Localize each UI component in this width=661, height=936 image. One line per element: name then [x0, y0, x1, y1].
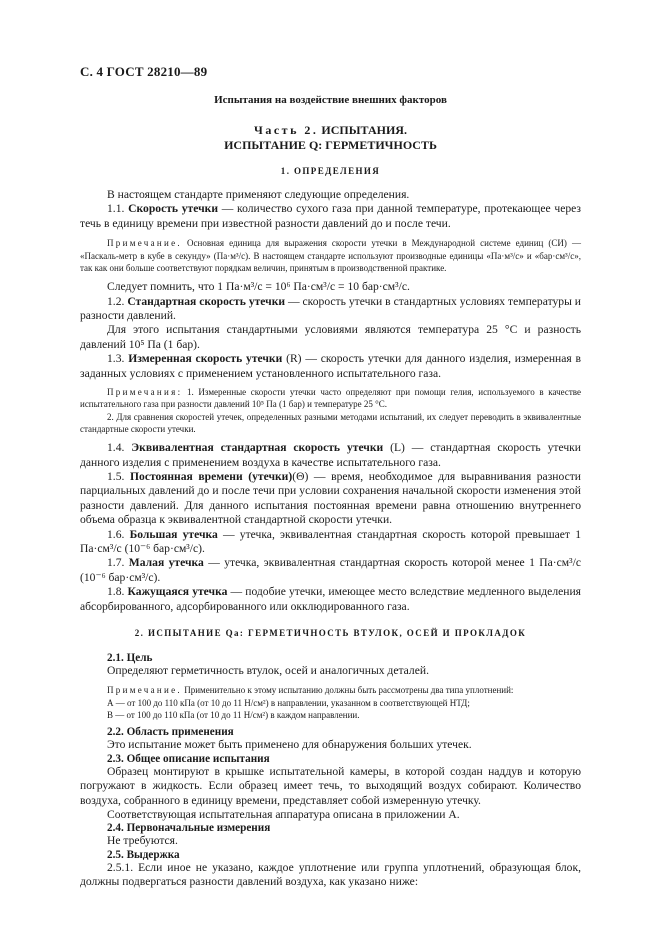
definition-1-2: 1.2. Стандартная скорость утечки — скорость утечки в стандартных условиях температуры и разности давлений.: [80, 294, 582, 322]
term: Измеренная скорость утечки: [128, 352, 283, 366]
units-equation: Следует помнить, что 1 Па·м³/с = 10⁶ Па·см³/с = 10 бар·см³/с.: [107, 280, 410, 294]
definition-1-4: 1.4. Эквивалентная стандартная скорость утечки (L) — стандартная скорость утечки данного изделия с применением воздуха в качестве испытательного газа.: [80, 441, 581, 469]
section-1-heading: 1. ОПРЕДЕЛЕНИЯ: [280, 166, 381, 176]
subsection-2-1-heading: 2.1. Цель: [107, 652, 153, 665]
term: Стандартная скорость утечки: [127, 294, 286, 308]
note-1: Примечание. Основная единица для выражения скорости утечки в Международной системе единиц (СИ) — «Паскаль-метр в кубе в секунду» (Па·м³/с). В настоящем стандарте используют производные единицы «Па·м³/с» и «бар·см³/с», так как они больше соответствуют порядкам величин, принятым в производственной практике.: [80, 238, 581, 273]
part-text: ИСПЫТАНИЯ.: [318, 123, 407, 137]
clause-2-5-1: 2.5.1. Если иное не указано, каждое уплотнение или группа уплотнений, образующая блок, должны подвергаться разности давлений воздуха, как указано ниже:: [80, 860, 581, 889]
definition-1-3: 1.3. Измеренная скорость утечки (R) — скорость утечки для данного изделия, измеренная в заданных условиях с применением установленного испытательного газа.: [80, 352, 582, 380]
subsection-2-4-heading: 2.4. Первоначальные измерения: [107, 822, 271, 835]
definition-1-7: 1.7. Малая утечка — утечка, эквивалентная стандартная скорость которой менее 1 Па·см³/с (10⁻⁶ бар·см³/с).: [80, 556, 581, 584]
term: Эквивалентная стандартная скорость утечки: [131, 441, 384, 455]
definition-1-6: 1.6. Большая утечка — утечка, эквивалентная стандартная скорость которой превышает 1 Па·см³/с (10⁻⁶ бар·см³/с).: [80, 527, 581, 555]
note-3: Примечание. Применительно к этому испытанию должны быть рассмотрены два типа уплотнений:: [107, 685, 514, 696]
subsection-2-2-text: Это испытание может быть применено для обнаружения больших утечек.: [107, 738, 472, 752]
term: Малая утечка: [128, 556, 204, 570]
definition-1-2-conditions: Для этого испытания стандартными условиями являются температура 25 °С и разность давлений 10⁵ Па (1 бар).: [80, 323, 581, 351]
subsection-2-5-heading: 2.5. Выдержка: [107, 848, 180, 861]
part-label: Часть 2.: [254, 123, 319, 137]
subsection-2-4-text: Не требуются.: [107, 834, 178, 848]
section-2-heading: 2. ИСПЫТАНИЕ Qa: ГЕРМЕТИЧНОСТЬ ВТУЛОК, ОСЕЙ И ПРОКЛАДОК: [134, 628, 527, 639]
subsection-2-3-heading: 2.3. Общее описание испытания: [107, 752, 270, 765]
definition-1-1: 1.1. Скорость утечки — количество сухого газа при данной температуре, протекающее через течь в единицу времени при известной разности давлений до и после течи.: [80, 202, 582, 230]
subsection-2-3-text: Образец монтируют в крышке испытательной камеры, в которой создан наддув и которую погружают в жидкость. Если образец имеет течь, то выходящий воздух собирают. Количество воздуха, собранного в единицу времени, представляет собой измеренную утечку.: [80, 764, 581, 807]
note-label: Примечание.: [107, 685, 182, 696]
note-3-type-a: А — от 100 до 110 кПа (от 10 до 11 Н/см²) в направлении, указанном в соответствующей НТД;: [107, 697, 470, 708]
test-title: ИСПЫТАНИЕ Q: ГЕРМЕТИЧНОСТЬ: [224, 138, 437, 152]
part-title: [80, 123, 581, 138]
definition-1-5: 1.5. Постоянная времени (утечки)(Θ) — время, необходимое для выравнивания разности парциальных давлений до и после течи при условии сохранения начальной скорости изменения этой разности давлений. Для данного испытания постоянная времени равна отношению внутреннего объема образца к эквивалентной стандартной скорости утечки.: [80, 469, 581, 527]
subsection-2-3-apparatus: Соответствующая испытательная аппаратура описана в приложении А.: [107, 807, 460, 821]
term: Кажущаяся утечка: [127, 585, 228, 599]
page-header: С. 4 ГОСТ 28210—89: [80, 64, 208, 79]
series-title: Испытания на воздействие внешних факторов: [214, 94, 447, 106]
note-3-type-b: В — от 100 до 110 кПа (от 10 до 11 Н/см²) в каждом направлении.: [107, 710, 360, 721]
note-2: Примечания: 1. Измеренные скорости утечки часто определяют при помощи гелия, используемого в качестве испытательного газа при разности давлений 10⁵ Па (1 бар) и температуре 25 °С.: [80, 386, 581, 410]
note-label: Примечание.: [107, 238, 182, 249]
page-content: [80, 94, 581, 890]
note-label: Примечания:: [107, 386, 183, 397]
term: Постоянная времени (утечки): [130, 469, 293, 483]
subsection-2-1-text: Определяют герметичность втулок, осей и аналогичных деталей.: [107, 664, 429, 678]
definition-1-8: 1.8. Кажущаяся утечка — подобие утечки, имеющее место вследствие медленного выделения абсорбированного, адсорбированного или окклюдированного газа.: [80, 585, 581, 613]
note-2-item-2: 2. Для сравнения скоростей утечек, определенных разными методами испытаний, их следует переводить в эквивалентные стандартные скорости утечки.: [80, 411, 581, 434]
term: Скорость утечки: [128, 202, 219, 216]
subsection-2-2-heading: 2.2. Область применения: [107, 726, 234, 739]
term: Большая утечка: [129, 527, 218, 541]
intro-paragraph: В настоящем стандарте применяют следующие определения.: [107, 188, 410, 201]
